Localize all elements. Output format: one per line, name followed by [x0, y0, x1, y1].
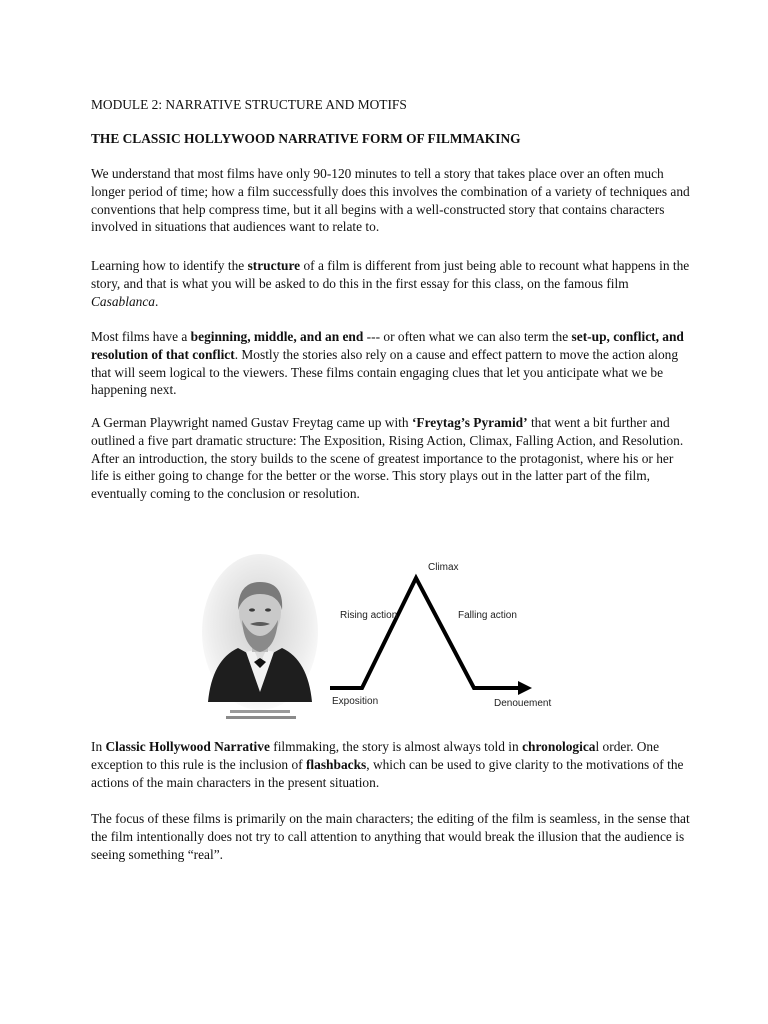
bold-term-classic-hollywood-narrative: Classic Hollywood Narrative: [105, 739, 270, 754]
text-run: Most films have a: [91, 329, 191, 344]
paragraph-focus: The focus of these films is primarily on the main characters; the editing of the film is seamless, in the sense that the film intentionally does not try to call attention to anything that would break the illusion that the audience is seeing something “real”.: [91, 811, 690, 862]
freytags-pyramid-diagram: [328, 556, 572, 720]
text-run: .: [154, 293, 159, 309]
text-run: . Mostly the stories also rely on a cause and effect pattern to move the action along that will seem logical to the viewers. These films contain engaging clues that let you anticipate what we be happening next.: [91, 346, 679, 398]
label-climax: Climax: [428, 562, 459, 573]
paragraph-freytag: [91, 414, 691, 503]
text-run: of a film is different from just being able to recount what happens in the story, and that is what you will be asked to do this in the first essay for this class, on the famous film: [91, 258, 690, 291]
bold-term-structure: structure: [247, 258, 301, 273]
paragraph-intro: We understand that most films have only 90-120 minutes to tell a story that takes place over an often much longer period of time; how a film successfully does this involves the combination of a variety of techniques and conventions that help compress time, but it all begins with a well-constructed story that contains characters involved in situations that audiences want to relate to.: [91, 166, 690, 235]
film-title-casablanca: Casablanca: [91, 293, 155, 309]
module-heading: MODULE 2: NARRATIVE STRUCTURE AND MOTIFS: [91, 97, 407, 112]
text-run: In: [91, 739, 106, 754]
paragraph-beginning-middle-end: [91, 328, 691, 399]
freytag-portrait-image: [200, 552, 320, 724]
text-run: filmmaking, the story is almost always told in: [269, 739, 523, 754]
text-run: that went a bit further and outlined a five part dramatic structure: The Exposition, Rising Action, Climax, Falling Action, and Resolution. After an introduction, the story builds to the scene of greatest importance to the protagonist, where his or her life is either going to change for the better or the worse. This story plays out in the latter part of the film, eventually coming to the conclusion or resolution.: [91, 415, 684, 502]
text-run: --- or often what we can also term the: [363, 329, 572, 344]
label-rising-action: Rising action: [340, 610, 398, 621]
text-run: A German Playwright named Gustav Freytag came up with: [91, 415, 412, 430]
paragraph-classic-hollywood: [91, 738, 691, 791]
bold-term-setup-conflict-resolution: set-up, conflict, and resolution of that conflict: [91, 329, 684, 362]
freytag-figure: [200, 552, 572, 724]
label-falling-action: Falling action: [458, 610, 517, 621]
bold-term-flashbacks: flashbacks: [305, 756, 367, 772]
bold-term-beginning-middle-end: beginning, middle, and an end: [190, 329, 364, 344]
paragraph-structure: [91, 257, 691, 310]
bold-term-freytags-pyramid: ‘Freytag’s Pyramid’: [411, 415, 528, 430]
text-run: Learning how to identify the: [91, 258, 248, 273]
label-denouement: Denouement: [494, 698, 552, 709]
section-heading: THE CLASSIC HOLLYWOOD NARRATIVE FORM OF FILMMAKING: [91, 131, 521, 146]
bold-term-chronological: chronologica: [522, 739, 596, 754]
text-run: , which can be used to give clarity to the motivations of the actions of the main characters in the present situation.: [91, 756, 684, 790]
text-run: l order. One exception to this rule is the inclusion of: [91, 739, 660, 772]
label-exposition: Exposition: [332, 696, 379, 707]
